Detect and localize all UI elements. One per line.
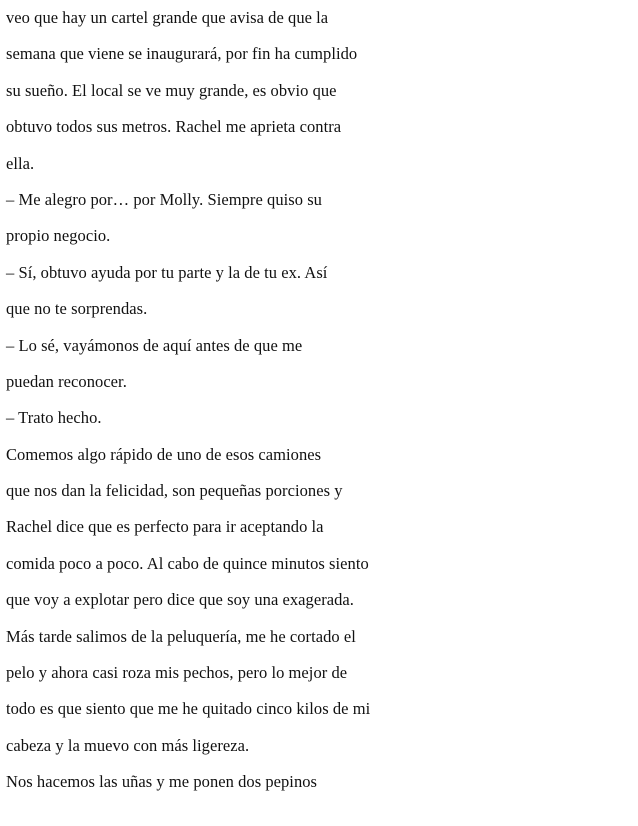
- text-line: que no te sorprendas.: [6, 299, 148, 319]
- dialogue-line: – Trato hecho.: [6, 408, 102, 428]
- dialogue-line: – Lo sé, vayámonos de aquí antes de que me: [6, 335, 303, 355]
- text-line: todo es que siento que me he quitado cinco kilos de mi: [6, 699, 371, 719]
- text-line: propio negocio.: [6, 226, 111, 246]
- text-line: Rachel dice que es perfecto para ir aceptando la: [6, 517, 324, 537]
- text-line: cabeza y la muevo con más ligereza.: [6, 735, 250, 755]
- text-line: que voy a explotar pero dice que soy una exagerada.: [6, 590, 354, 610]
- dialogue-line: – Sí, obtuvo ayuda por tu parte y la de tu ex. Así: [6, 262, 328, 282]
- text-line: que nos dan la felicidad, son pequeñas porciones y: [6, 481, 343, 501]
- text-line: ella.: [6, 153, 35, 173]
- text-line: su sueño. El local se ve muy grande, es obvio que: [6, 80, 337, 100]
- dialogue-line: – Me alegro por… por Molly. Siempre quiso su: [6, 189, 322, 209]
- text-line: comida poco a poco. Al cabo de quince minutos siento: [6, 553, 369, 573]
- text-line: Nos hacemos las uñas y me ponen dos pepinos: [6, 772, 318, 792]
- text-line: obtuvo todos sus metros. Rachel me aprieta contra: [6, 117, 342, 137]
- text-line: Más tarde salimos de la peluquería, me he cortado el: [6, 626, 356, 646]
- text-line: pelo y ahora casi roza mis pechos, pero lo mejor de: [6, 663, 348, 683]
- text-line: semana que viene se inaugurará, por fin ha cumplido: [6, 44, 358, 64]
- text-line: Comemos algo rápido de uno de esos camiones: [6, 444, 322, 464]
- text-line: veo que hay un cartel grande que avisa de que la: [6, 8, 329, 27]
- body-text: [6, 0, 626, 801]
- text-line: puedan reconocer.: [6, 371, 127, 391]
